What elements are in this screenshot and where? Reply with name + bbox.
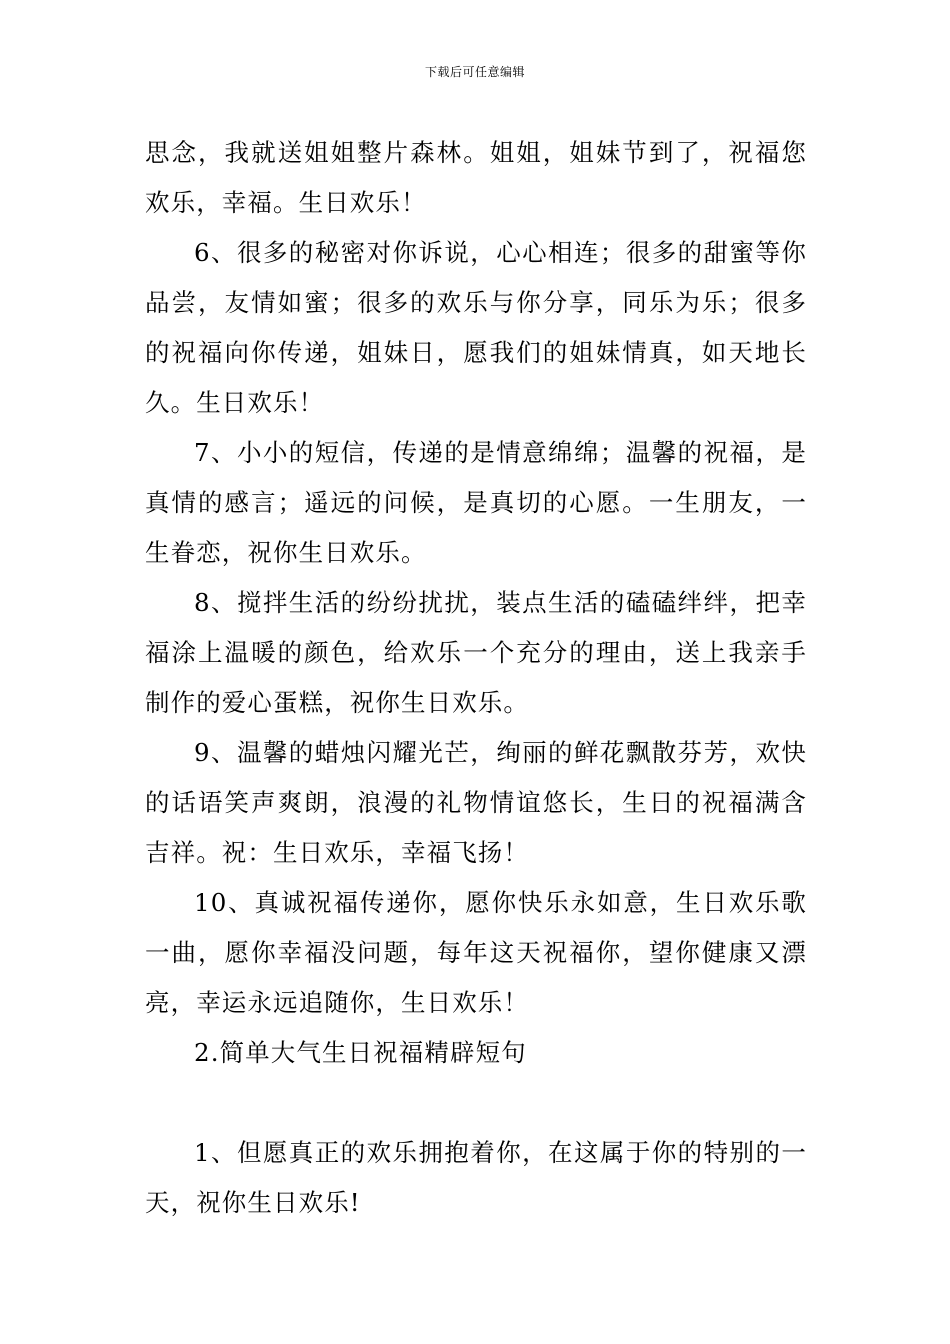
document-body bbox=[145, 128, 807, 1228]
paragraph-continuation: 思念，我就送姐姐整片森林。姐姐，姐妹节到了，祝福您欢乐，幸福。生日欢乐！ bbox=[145, 138, 807, 217]
paragraph-item-6: 6、很多的秘密对你诉说，心心相连；很多的甜蜜等你品尝，友情如蜜；很多的欢乐与你分享，同乐为乐；很多的祝福向你传递，姐妹日，愿我们的姐妹情真，如天地长久。生日欢乐！ bbox=[145, 238, 807, 417]
paragraph-item-1: 1、但愿真正的欢乐拥抱着你，在这属于你的特别的一天，祝你生日欢乐! bbox=[145, 1138, 807, 1217]
section-heading: 2.简单大气生日祝福精辟短句 bbox=[194, 1038, 527, 1067]
paragraph-item-8: 8、搅拌生活的纷纷扰扰，装点生活的磕磕绊绊，把幸福涂上温暖的颜色，给欢乐一个充分的理由，送上我亲手制作的爱心蛋糕，祝你生日欢乐。 bbox=[145, 588, 807, 717]
paragraph-item-10: 10、真诚祝福传递你，愿你快乐永如意，生日欢乐歌一曲，愿你幸福没问题，每年这天祝福你，望你健康又漂亮，幸运永远追随你，生日欢乐！ bbox=[145, 888, 807, 1017]
paragraph-item-7: 7、小小的短信，传递的是情意绵绵；温馨的祝福，是真情的感言；遥远的问候，是真切的心愿。一生朋友，一生眷恋，祝你生日欢乐。 bbox=[145, 438, 807, 567]
paragraph-item-9: 9、温馨的蜡烛闪耀光芒，绚丽的鲜花飘散芬芳，欢快的话语笑声爽朗，浪漫的礼物情谊悠长，生日的祝福满含吉祥。祝：生日欢乐，幸福飞扬！ bbox=[145, 738, 807, 867]
page-header-note: 下载后可任意编辑 bbox=[424, 65, 525, 79]
